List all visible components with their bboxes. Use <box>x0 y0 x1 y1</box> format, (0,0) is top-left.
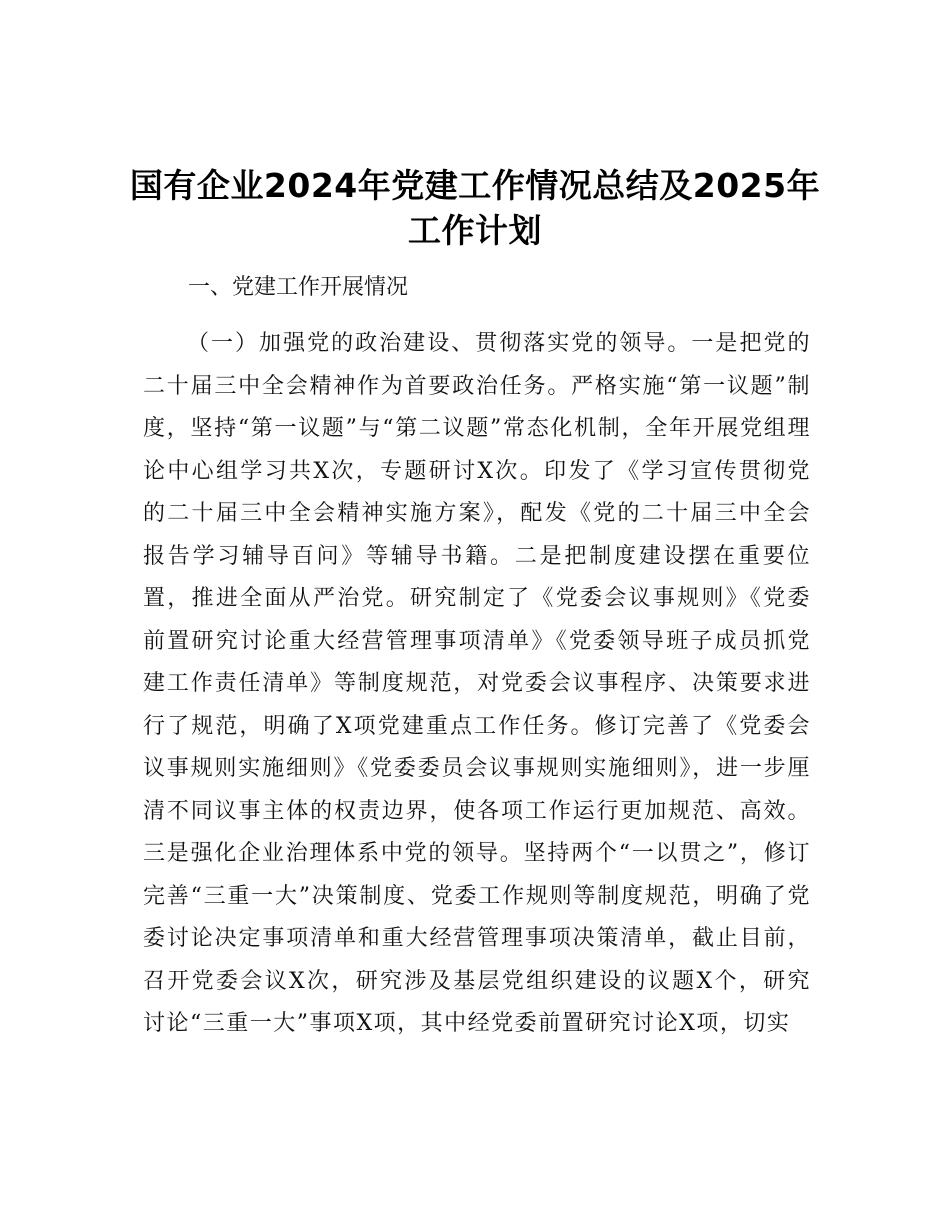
body-paragraph: （一）加强党的政治建设、贯彻落实党的领导。一是把党的二十届三中全会精神作为首要政治任务。严格实施“第一议题”制度，坚持“第一议题”与“第二议题”常态化机制，全年开展党组理论中心组学习共X次，专题研讨X次。印发了《学习宣传贯彻党的二十届三中全会精神实施方案》，配发《党的二十届三中全会报告学习辅导百问》等辅导书籍。二是把制度建设摆在重要位置，推进全面从严治党。研究制定了《党委会议事规则》《党委前置研究讨论重大经营管理事项清单》《党委领导班子成员抓党建工作责任清单》等制度规范，对党委会议事程序、决策要求进行了规范，明确了X项党建重点工作任务。修订完善了《党委会议事规则实施细则》《党委委员会议事规则实施细则》，进一步厘清不同议事主体的权责边界，使各项工作运行更加规范、高效。三是强化企业治理体系中党的领导。坚持两个“一以贯之”，修订完善“三重一大”决策制度、党委工作规则等制度规范，明确了党委讨论决定事项清单和重大经营管理事项决策清单，截止目前，召开党委会议X次，研究涉及基层党组织建设的议题X个，研究讨论“三重一大”事项X项，其中经党委前置研究讨论X项，切实 <box>143 331 811 1036</box>
document-title: 国有企业2024年党建工作情况总结及2025年工作计划 <box>129 166 821 250</box>
section-heading: 一、党建工作开展情况 <box>188 275 409 300</box>
